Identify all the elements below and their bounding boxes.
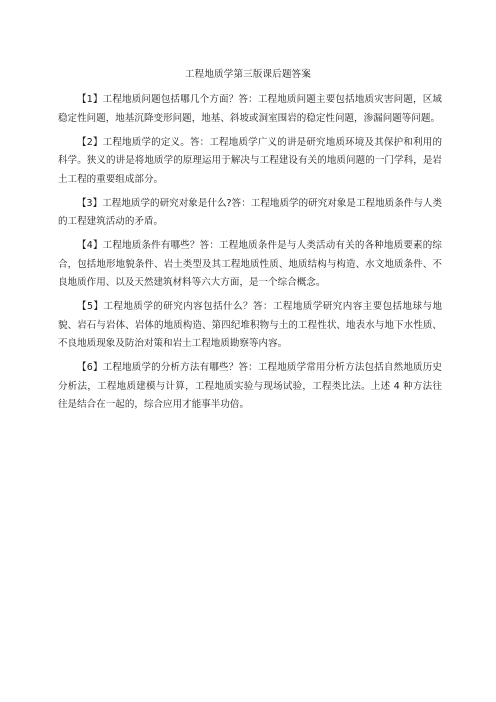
qa-item-1 [58,91,442,128]
answer-text: 答：工程地质问题主要包括地质灾害问题，区域稳定性问题，地基沉降变形问题，地基、斜坡或洞室围岩的稳定性问题，渗漏问题等问题。 [58,94,442,124]
qa-item-3 [58,195,442,232]
qa-item-6 [58,359,442,415]
qa-item-4 [58,237,442,293]
answer-text: 答：工程地质学的研究对象是工程地质条件与人类的工程建筑活动的矛盾。 [58,197,443,227]
answer-text: 答：工程地质学研究内容主要包括地球与地貌、岩石与岩体、岩体的地质构造、第四纪堆积物与土的工程性状、地表水与地下水性质、不良地质现象及防治对策和岩土工程地质勘察等内容。 [58,301,442,349]
document-title: 工程地质学第三版课后题答案 [184,69,312,80]
qa-item-5 [58,298,442,354]
qa-item-2 [58,134,442,190]
question-text: 【6】工程地质学的分析方法有哪些？ [77,362,239,373]
question-text: 【5】工程地质学的研究内容包括什么？ [77,301,253,312]
answer-text: 答：工程地质条件是与人类活动有关的各种地质要素的综合，包括地形地貌条件、岩土类型及其工程地质性质、地质结构与构造、水文地质条件、不良地质作用、以及天然建筑材料等六大方面，是一个综合概念。 [58,240,442,288]
qa-list [58,91,442,420]
answer-text: 答：工程地质学广义的讲是研究地质环境及其保护和利用的科学。狭义的讲是将地质学的原理运用于解决与工程建设有关的地质问题的一门学科，是岩土工程的重要组成部分。 [58,136,442,185]
question-text: 【2】工程地质学的定义。 [77,136,190,148]
question-text: 【3】工程地质学的研究对象是什么? [77,197,232,209]
answer-text: 答：工程地质学常用分析方法包括自然地质历史分析法，工程地质建模与计算，工程地质实验与现场试验，工程类比法。上述 4 种方法往往是结合在一起的，综合应用才能事半功倍。 [58,362,442,410]
question-text: 【1】工程地质问题包括哪几个方面？ [77,94,239,105]
question-text: 【4】工程地质条件有哪些？ [77,240,200,251]
